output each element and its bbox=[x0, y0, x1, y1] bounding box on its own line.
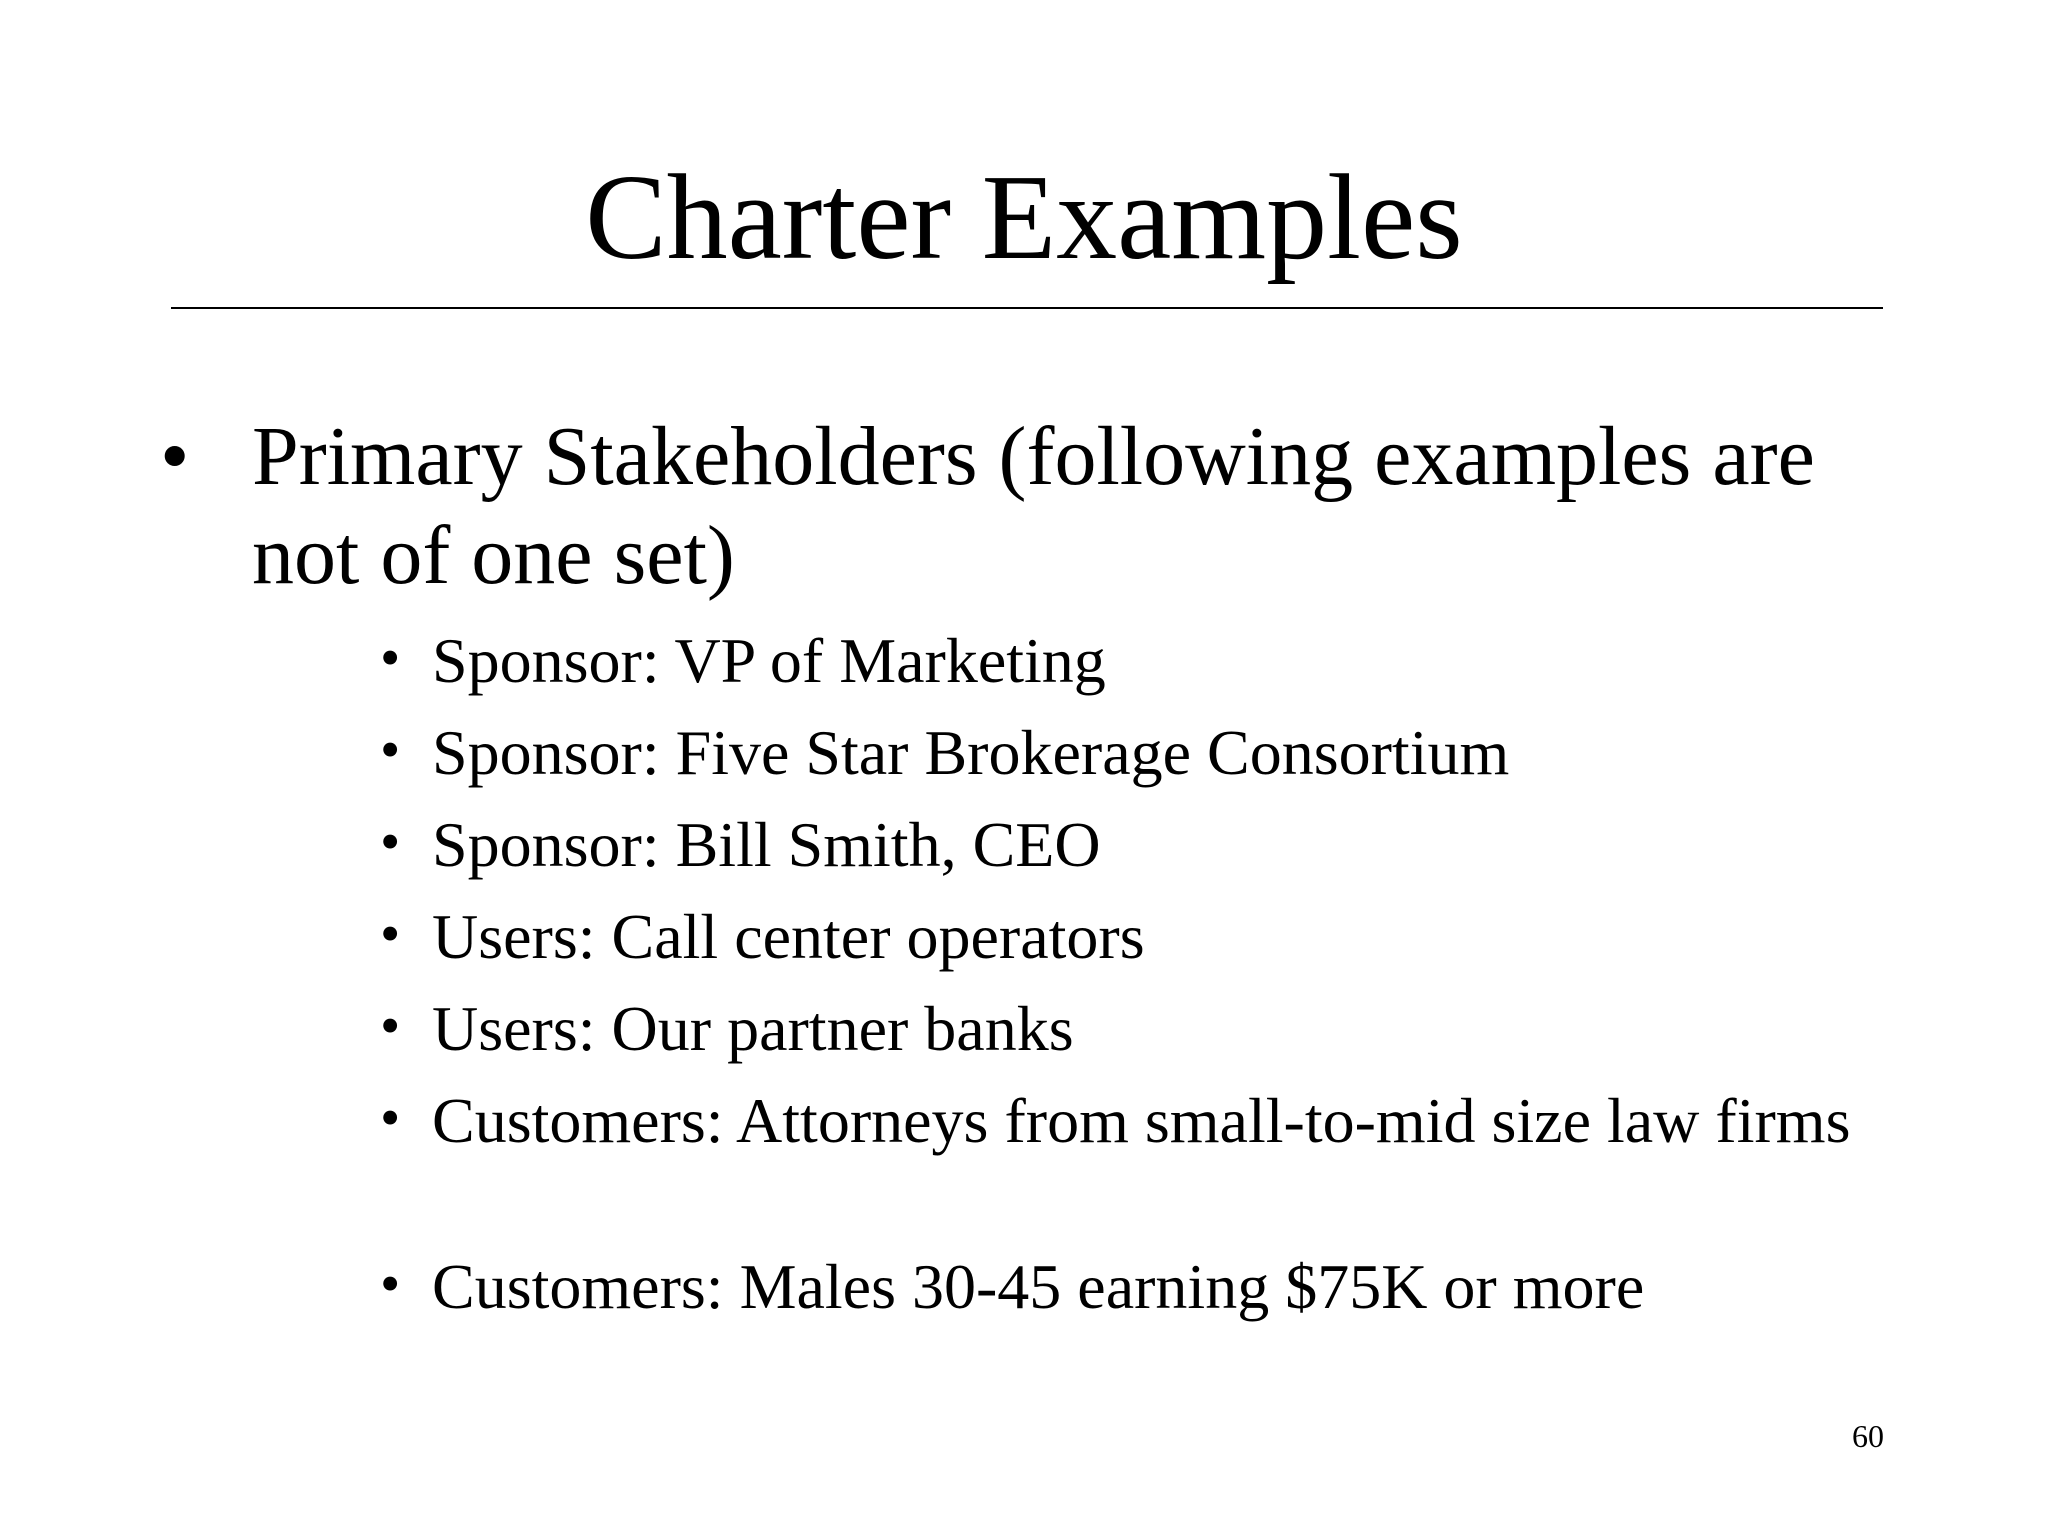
bullet-marker: • bbox=[160, 410, 190, 503]
sub-bullet-customers-attorneys bbox=[380, 1085, 1852, 1156]
sub-bullet-text: Users: Call center operators bbox=[432, 901, 1145, 972]
bullet-marker: • bbox=[380, 993, 401, 1058]
title-divider bbox=[171, 307, 1883, 309]
sub-bullet-users-call-center bbox=[380, 901, 1852, 972]
slide-title: Charter Examples bbox=[585, 150, 1463, 285]
sub-bullet-text: Sponsor: VP of Marketing bbox=[432, 625, 1106, 696]
sub-bullet-text: Customers: Males 30-45 earning $75K or more bbox=[432, 1251, 1645, 1322]
main-bullet-text: Primary Stakeholders (following examples are not of one set) bbox=[252, 410, 1815, 602]
bullet-marker: • bbox=[380, 1251, 401, 1316]
main-bullet bbox=[160, 407, 1872, 605]
sub-bullet-text: Customers: Attorneys from small-to-mid size law firms bbox=[432, 1085, 1851, 1156]
bullet-marker: • bbox=[380, 625, 401, 690]
sub-bullet-sponsor-consortium bbox=[380, 717, 1852, 788]
sub-bullet-text: Sponsor: Five Star Brokerage Consortium bbox=[432, 717, 1510, 788]
sub-bullet-sponsor-vp bbox=[380, 625, 1852, 696]
sub-bullet-users-banks bbox=[380, 993, 1852, 1064]
bullet-marker: • bbox=[380, 901, 401, 966]
sub-bullet-customers-males bbox=[380, 1251, 1852, 1322]
page-number: 60 bbox=[1852, 1418, 1884, 1454]
bullet-marker: • bbox=[380, 1085, 401, 1150]
sub-bullet-sponsor-ceo bbox=[380, 809, 1852, 880]
bullet-marker: • bbox=[380, 717, 401, 782]
sub-bullet-text: Sponsor: Bill Smith, CEO bbox=[432, 809, 1101, 880]
sub-bullet-text: Users: Our partner banks bbox=[432, 993, 1074, 1064]
bullet-marker: • bbox=[380, 809, 401, 874]
